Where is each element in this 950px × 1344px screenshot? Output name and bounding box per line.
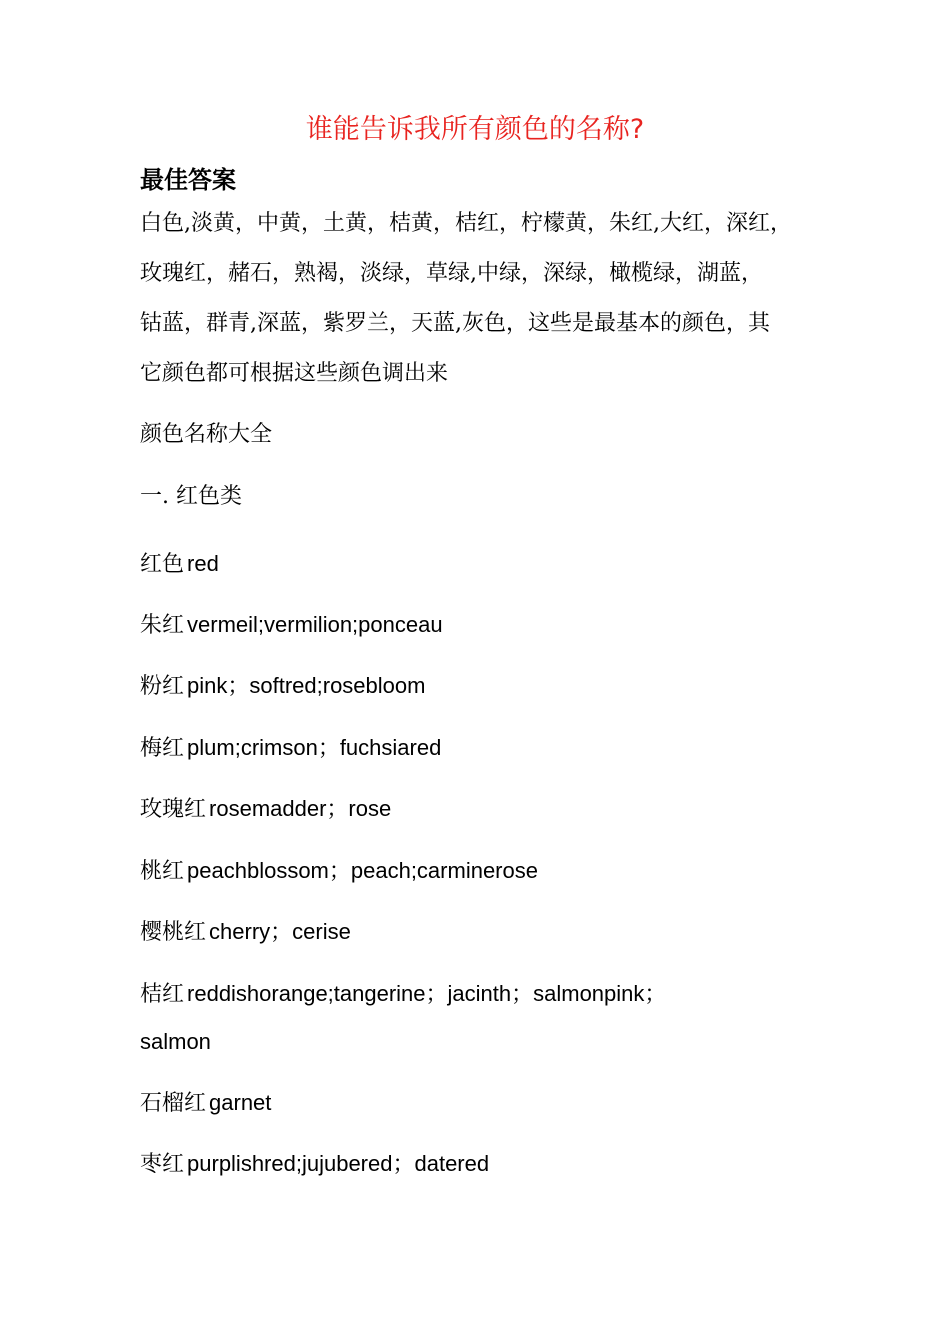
color-name-en: reddishorange;tangerine；jacinth；salmonpink； <box>187 981 667 1006</box>
document-title: 谁能告诉我所有颜色的名称? <box>305 114 645 145</box>
color-name-zh: 玫瑰红 <box>140 797 207 822</box>
color-entry <box>140 794 391 825</box>
color-name-en: peachblossom；peach;carminerose <box>187 858 538 883</box>
color-name-en: plum;crimson；fuchsiared <box>187 735 442 760</box>
color-name-en: cherry；cerise <box>209 919 351 944</box>
answer-line: 白色,淡黄，中黄，土黄，桔黄，桔红，柠檬黄，朱红,大红，深红， <box>140 211 792 236</box>
color-entry <box>140 549 219 580</box>
best-answer-heading: 最佳答案 <box>140 166 236 194</box>
color-name-zh: 樱桃红 <box>140 920 207 945</box>
color-entry <box>140 856 538 887</box>
color-entry <box>140 1088 271 1119</box>
color-name-zh: 桃红 <box>140 859 185 884</box>
color-name-zh: 粉红 <box>140 674 185 699</box>
color-entry <box>140 979 666 1010</box>
color-entry-continuation: salmon <box>140 1029 211 1054</box>
color-entry <box>140 671 425 702</box>
color-name-zh: 枣红 <box>140 1152 185 1177</box>
color-name-en: rosemadder；rose <box>209 796 392 821</box>
category-title: 一. 红色类 <box>140 484 242 509</box>
color-name-en: purplishred;jujubered；datered <box>187 1151 490 1176</box>
color-entry <box>140 1149 489 1180</box>
color-name-zh: 石榴红 <box>140 1091 207 1116</box>
answer-line: 它颜色都可根据这些颜色调出来 <box>140 361 449 386</box>
color-name-en: red <box>187 551 219 576</box>
color-name-en: vermeil;vermilion;ponceau <box>187 612 443 637</box>
color-name-en: garnet <box>209 1090 272 1115</box>
color-entry <box>140 733 441 764</box>
answer-line: 玫瑰红，赭石，熟褐，淡绿，草绿,中绿，深绿，橄榄绿，湖蓝， <box>140 261 763 286</box>
color-entry <box>140 610 443 641</box>
color-entry <box>140 917 351 948</box>
color-name-en: pink；softred;rosebloom <box>187 673 426 698</box>
color-name-zh: 朱红 <box>140 613 185 638</box>
answer-line: 钴蓝，群青,深蓝，紫罗兰，天蓝,灰色，这些是最基本的颜色，其 <box>140 311 770 336</box>
color-name-zh: 桔红 <box>140 982 185 1007</box>
color-name-zh: 梅红 <box>140 736 185 761</box>
color-name-zh: 红色 <box>140 552 185 577</box>
section-title: 颜色名称大全 <box>140 422 273 447</box>
